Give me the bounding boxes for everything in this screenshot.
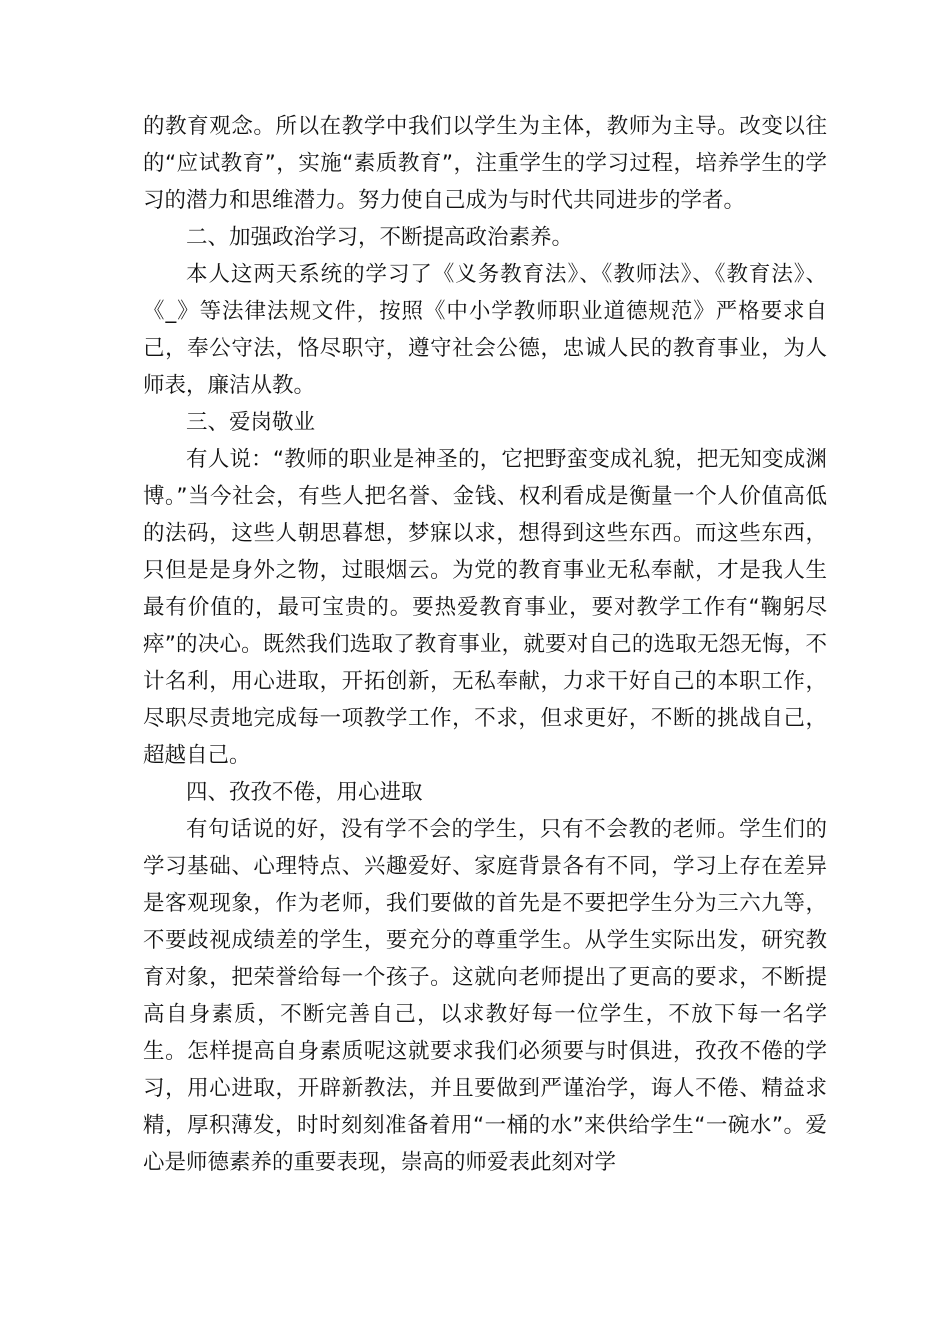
section-heading-2: 二、加强政治学习，不断提高政治素养。 bbox=[186, 225, 574, 250]
paragraph-diligence: 有句话说的好，没有学不会的学生，只有不会教的老师。学生们的学习基础、心理特点、兴趣爱好、家庭背景各有不同，学习上存在差异是客观现象，作为老师，我们要做的首先是不要把学生分为三六九等，不要歧视成绩差的学生，要充分的尊重学生。从学生实际出发，研究教育对象，把荣誉给每一个孩子。这就向老师提出了更高的要求，不断提高自身素质，不断完善自己，以求教好每一位学生，不放下每一名学生。怎样提高自身素质呢这就要求我们必须要与时俱进，孜孜不倦的学习，用心进取，开辟新教法，并且要做到严谨治学，诲人不倦、精益求精，厚积薄发，时时刻刻准备着用“一桶的水”来供给学生“一碗水”。爱心是师德素养的重要表现，崇高的师爱表此刻对学 bbox=[143, 817, 827, 1175]
paragraph-dedication: 有人说：“教师的职业是神圣的，它把野蛮变成礼貌，把无知变成渊博。”当今社会，有些人把名誉、金钱、权利看成是衡量一个人价值高低的法码，这些人朝思暮想，梦寐以求，想得到这些东西。而这些东西，只但是是身外之物，过眼烟云。为党的教育事业无私奉献，才是我人生最有价值的，最可宝贵的。要热爱教育事业，要对教学工作有“鞠躬尽瘁”的决心。既然我们选取了教育事业，就要对自己的选取无怨无悔，不计名利，用心进取，开拓创新，无私奉献，力求干好自己的本职工作，尽职尽责地完成每一项教学工作，不求，但求更好，不断的挑战自己，超越自己。 bbox=[143, 447, 827, 768]
paragraph-political-study: 本人这两天系统的学习了《义务教育法》、《教师法》、《教育法》、《_》等法律法规文件，按照《中小学教师职业道德规范》严格要求自己，奉公守法，恪尽职守，遵守社会公德，忠诚人民的教育事业，为人师表，廉洁从教。 bbox=[143, 262, 827, 398]
section-heading-3: 三、爱岗敬业 bbox=[186, 410, 316, 435]
section-heading-4: 四、孜孜不倦，用心进取 bbox=[186, 780, 423, 805]
paragraph-continuation: 的教育观念。所以在教学中我们以学生为主体，教师为主导。改变以往的“应试教育”，实施“素质教育”，注重学生的学习过程，培养学生的学习的潜力和思维潜力。努力使自己成为与时代共同进步的学者。 bbox=[143, 114, 827, 213]
document-body bbox=[143, 108, 827, 1181]
